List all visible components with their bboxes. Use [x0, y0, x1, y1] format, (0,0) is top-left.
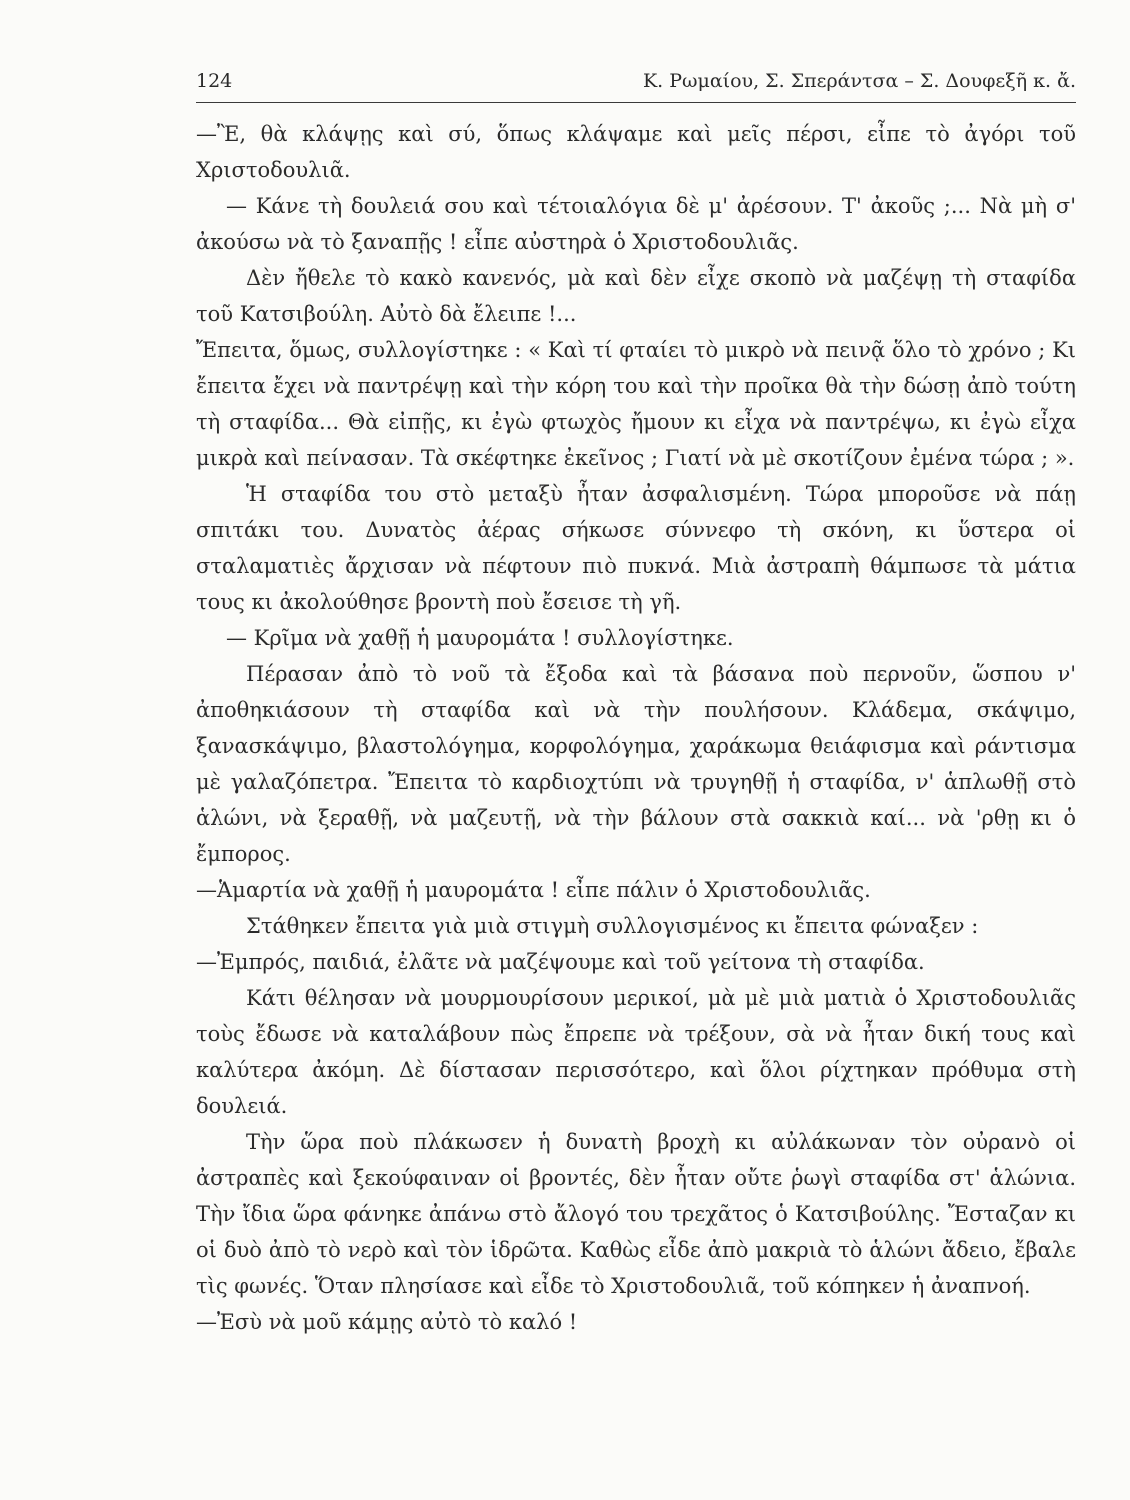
paragraph-11: Κάτι θέλησαν νὰ μουρμουρίσουν μερικοί, μὰ μὲ μιὰ ματιὰ ὁ Χριστοδουλιᾶς τοὺς ἔδωσε νὰ καταλάβουν πὼς ἔπρεπε νὰ τρέξουν, σὰ νὰ ἦταν δική τους καὶ καλύτερα ἀκόμη. Δὲ δίστασαν περισσότερο, καὶ ὅλοι ρίχτηκαν πρόθυμα στὴ δουλειά.: [196, 986, 1076, 1118]
paragraph-5: Ἡ σταφίδα του στὸ μεταξὺ ἦταν ἀσφαλισμένη. Τώρα μποροῦσε νὰ πάῃ σπιτάκι του. Δυνατὸς ἀέρας σήκωσε σύννεφο τὴ σκόνη, κι ὕστερα οἱ σταλαματιὲς ἄρχισαν νὰ πέφτουν πιὸ πυκνά. Μιὰ ἀστραπὴ θάμπωσε τὰ μάτια τους κι ἀκολούθησε βροντὴ ποὺ ἔσεισε τὴ γῆ.: [196, 482, 1076, 614]
paragraph-6: — Κρῖμα νὰ χαθῇ ἡ μαυρομάτα ! συλλογίστηκε.: [226, 626, 734, 650]
running-head: [196, 62, 1076, 103]
paragraph-13: —Ἐσὺ νὰ μοῦ κάμῃς αὐτὸ τὸ καλό !: [196, 1310, 578, 1334]
running-title: Κ. Ρωμαίου, Σ. Σπεράντσα – Σ. Δουφεξῆ κ. ἄ.: [642, 70, 1076, 92]
paragraph-9: Στάθηκεν ἔπειτα γιὰ μιὰ στιγμὴ συλλογισμένος κι ἔπειτα φώναξεν :: [246, 914, 979, 938]
paragraph-2: — Κάνε τὴ δουλειά σου καὶ τέτοιαλόγια δὲ μ' ἀρέσουν. Τ' ἀκοῦς ;... Νὰ μὴ σ' ἀκούσω νὰ τὸ ξαναπῇς ! εἶπε αὐστηρὰ ὁ Χριστοδουλιᾶς.: [196, 194, 1076, 254]
page-number: 124: [196, 70, 233, 92]
body-text: [196, 116, 1076, 1340]
paragraph-1: —Ἒ, θὰ κλάψῃς καὶ σύ, ὅπως κλάψαμε καὶ μεῖς πέρσι, εἶπε τὸ ἀγόρι τοῦ Χριστοδουλιᾶ.: [196, 122, 1076, 182]
paragraph-8: —Ἁμαρτία νὰ χαθῇ ἡ μαυρομάτα ! εἶπε πάλιν ὁ Χριστοδουλιᾶς.: [196, 878, 871, 902]
paragraph-12: Τὴν ὥρα ποὺ πλάκωσεν ἡ δυνατὴ βροχὴ κι αὐλάκωναν τὸν οὐρανὸ οἱ ἀστραπὲς καὶ ξεκούφαιναν οἱ βροντές, δὲν ἦταν οὔτε ῥωγὶ σταφίδα στ' ἁλώνια. Τὴν ἴδια ὥρα φάνηκε ἀπάνω στὸ ἄλογό του τρεχᾶτος ὁ Κατσιβούλης. Ἔσταζαν κι οἱ δυὸ ἀπὸ τὸ νερὸ καὶ τὸν ἱδρῶτα. Καθὼς εἶδε ἀπὸ μακριὰ τὸ ἁλώνι ἄδειο, ἔβαλε τὶς φωνές. Ὅταν πλησίασε καὶ εἶδε τὸ Χριστοδουλιᾶ, τοῦ κόπηκεν ἡ ἀναπνοή.: [196, 1130, 1076, 1298]
paragraph-3: Δὲν ἤθελε τὸ κακὸ κανενός, μὰ καὶ δὲν εἶχε σκοπὸ νὰ μαζέψῃ τὴ σταφίδα τοῦ Κατσιβούλη. Αὐτὸ δὰ ἔλειπε !...: [196, 266, 1076, 326]
paragraph-4: Ἔπειτα, ὅμως, συλλογίστηκε : « Καὶ τί φταίει τὸ μικρὸ νὰ πεινᾷ ὅλο τὸ χρόνο ; Κι ἔπειτα ἔχει νὰ παντρέψῃ καὶ τὴν κόρη του καὶ τὴν προῖκα θὰ τὴν δώσῃ ἀπὸ τούτη τὴ σταφίδα... Θὰ εἰπῇς, κι ἐγὼ φτωχὸς ἤμουν κι εἶχα νὰ παντρέψω, κι ἐγὼ εἶχα μικρὰ καὶ πείνασαν. Τὰ σκέφτηκε ἐκεῖνος ; Γιατί νὰ μὲ σκοτίζουν ἐμένα τώρα ; ».: [196, 338, 1076, 470]
paragraph-7: Πέρασαν ἀπὸ τὸ νοῦ τὰ ἔξοδα καὶ τὰ βάσανα ποὺ περνοῦν, ὥσπου ν' ἀποθηκιάσουν τὴ σταφίδα καὶ νὰ τὴν πουλήσουν. Κλάδεμα, σκάψιμο, ξανασκάψιμο, βλαστολόγημα, κορφολόγημα, χαράκωμα θειάφισμα καὶ ράντισμα μὲ γαλαζόπετρα. Ἔπειτα τὸ καρδιοχτύπι νὰ τρυγηθῇ ἡ σταφίδα, ν' ἁπλωθῇ στὸ ἁλώνι, νὰ ξεραθῇ, νὰ μαζευτῇ, νὰ τὴν βάλουν στὰ σακκιὰ καί... νὰ 'ρθῃ κι ὁ ἔμπορος.: [196, 662, 1076, 866]
paragraph-10: —Ἐμπρός, παιδιά, ἐλᾶτε νὰ μαζέψουμε καὶ τοῦ γείτονα τὴ σταφίδα.: [196, 950, 925, 974]
